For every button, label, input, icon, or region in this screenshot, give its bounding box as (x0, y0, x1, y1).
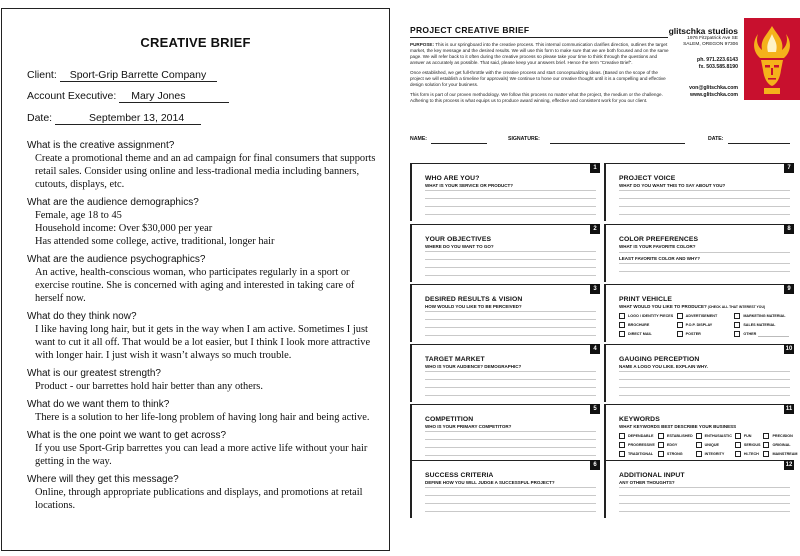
answer-line[interactable] (619, 503, 790, 511)
box-question: WHAT IS YOUR SERVICE OR PRODUCT? (425, 183, 514, 188)
answer-line[interactable] (619, 379, 790, 387)
answer-line[interactable] (425, 275, 596, 283)
form-box (604, 344, 794, 402)
checkbox[interactable] (619, 433, 625, 439)
answer-line[interactable] (425, 379, 596, 387)
checkbox-option[interactable] (619, 321, 674, 328)
box-title: TARGET MARKET (425, 356, 485, 363)
checkbox[interactable] (619, 451, 625, 457)
box-number: 9 (784, 284, 794, 294)
form-box (604, 224, 794, 282)
answer-line[interactable] (425, 319, 596, 327)
question: What do they think now? (27, 311, 137, 322)
box-number: 7 (784, 163, 794, 173)
box-title: ADDITIONAL INPUT (619, 472, 685, 479)
form-box (604, 404, 798, 462)
checkbox-label: PROGRESSIVE (628, 442, 655, 447)
box-question: WHAT KEYWORDS BEST DESCRIBE YOUR BUSINESS (619, 424, 737, 429)
box-number: 3 (590, 284, 600, 294)
account-executive-field (27, 90, 229, 103)
answer (27, 442, 382, 468)
answer-line[interactable] (619, 271, 790, 279)
answer-line: Create a promotional theme and an ad campaign for final consumers that supports retail sales. Consider using online and less-tradional media including banners, cutouts, displays, etc. (35, 153, 376, 190)
checkbox-option[interactable] (619, 330, 674, 337)
checkbox-option[interactable] (734, 321, 789, 328)
answer-line: There is a solution to her life-long problem of having long hair and being active. (35, 412, 370, 423)
answer-line[interactable] (425, 371, 596, 379)
question: What is the one point we want to get across? (27, 430, 226, 441)
answer-line[interactable] (619, 511, 790, 519)
box-title: DESIRED RESULTS & VISION (425, 296, 523, 303)
answer-lines[interactable] (425, 487, 596, 519)
signature-label: SIGNATURE: (508, 136, 540, 142)
purpose-label: PURPOSE: (410, 42, 434, 47)
answer-line: I like having long hair, but it gets in the way when I am active. Sometimes I just want to cut it all off. That would be a lot easier, but I think I look more attractive with longer hair. I just wish it wasn’t always so much trouble. (35, 324, 371, 361)
answer-line[interactable] (619, 198, 790, 206)
checkbox-label: ENTHUSIASTIC (704, 433, 732, 438)
checkbox-label: FUN (743, 433, 752, 438)
checkbox-label: P.O.P. DISPLAY (685, 322, 713, 327)
checkbox-label: UNIQUE (704, 442, 719, 447)
date-value: September 13, 2014 (55, 112, 201, 125)
purpose-text: This is our springboard into the creative process. This internal communication clarifies direction, outlines the target market, the key message and the desired results. We will use this form to make sure that we are both focused and on the same page. We will refer back to it often during the creative process so please take your time to think through the questions and answer as accurately as possible. That said, please keep your answers brief. Hence the term "Creative Brief". (410, 42, 669, 65)
intro-text (410, 42, 672, 108)
form-box (604, 163, 794, 221)
checkbox-label: INTEGRITY (704, 451, 725, 456)
methodology-paragraph: This form is part of our proven methodology. We follow this process no matter what the project, the medium or the challenge. Adhering to this process is what equips us to produce award winning, effective and consistent work for you our client. (410, 92, 663, 103)
checkbox-label: OTHER (743, 331, 757, 336)
answer (27, 266, 382, 305)
checkbox-option[interactable] (734, 330, 789, 337)
checkbox-option[interactable] (658, 450, 693, 457)
account-executive-value: Mary Jones (119, 90, 229, 103)
answer-line[interactable] (425, 395, 596, 403)
process-paragraph: Once established, we get full-throttle with the creative process and start conceptualizing ideas. (Based on the scope of the project we will establish a timeline for approvals) We continue to hone our creative thought until it is a compelling and effective design solution for your business. (410, 70, 666, 87)
checkbox-label: MAINSTREAM (772, 451, 798, 456)
checkbox-label: ORIGINAL (772, 442, 791, 447)
other-input[interactable] (758, 331, 789, 337)
date-input[interactable] (728, 143, 790, 144)
box-number: 1 (590, 163, 600, 173)
box-question: WHAT WOULD YOU LIKE TO PRODUCE? (CHECK ALL THAT INTEREST YOU) (619, 304, 766, 309)
checkbox-label: ADVERTISEMENT (685, 313, 718, 318)
checkbox-option[interactable] (735, 441, 761, 448)
company-phone: ph. 971.223.6143 (697, 57, 738, 63)
checkbox-option[interactable] (734, 312, 789, 319)
checkbox[interactable] (619, 442, 625, 448)
checkbox[interactable] (658, 442, 664, 448)
answer-line[interactable] (425, 447, 596, 455)
checkbox[interactable] (734, 322, 740, 328)
answer-lines[interactable] (619, 190, 790, 222)
checkbox-option[interactable] (763, 432, 797, 439)
answer-line[interactable] (425, 503, 596, 511)
box-question: WHO IS YOUR AUDIENCE? DEMOGRAPHIC? (425, 364, 522, 369)
answer-line[interactable] (619, 395, 790, 403)
form-title: PROJECT CREATIVE BRIEF (410, 25, 530, 35)
company-fax: fx. 503.585.8190 (698, 64, 738, 70)
checkbox-option[interactable] (696, 450, 732, 457)
checkbox-label: ESTABLISHED (666, 433, 693, 438)
checkbox-option[interactable] (696, 441, 732, 448)
box-question: WHAT DO YOU WANT THIS TO SAY ABOUT YOU? (619, 183, 726, 188)
checkbox-label: POSTER (685, 331, 701, 336)
answer-line[interactable] (425, 327, 596, 335)
checkbox[interactable] (735, 433, 741, 439)
checkbox-option[interactable] (677, 321, 732, 328)
date-field (27, 112, 201, 125)
question: What are the audience psychographics? (27, 254, 206, 265)
checkbox-option[interactable] (735, 432, 761, 439)
checkbox-grid (619, 432, 798, 457)
signature-row (410, 134, 790, 146)
answer-lines[interactable] (425, 190, 596, 222)
client-value: Sport-Grip Barrette Company (60, 69, 217, 82)
checkbox-option[interactable] (677, 312, 732, 319)
checkbox-label: SALES MATERIAL (743, 322, 776, 327)
checkbox[interactable] (677, 331, 683, 337)
box-number: 2 (590, 224, 600, 234)
checkbox-label: HI-TECH (743, 451, 759, 456)
box-question: ANY OTHER THOUGHTS? (619, 480, 675, 485)
box-title: COLOR PREFERENCES (619, 236, 699, 243)
company-address-2: SALEM, OREGON 97306 (683, 42, 738, 47)
company-block (669, 26, 738, 99)
checkbox[interactable] (619, 313, 625, 319)
answer-lines[interactable] (619, 263, 790, 279)
answer-line[interactable] (425, 206, 596, 214)
box-title: PROJECT VOICE (619, 175, 676, 182)
box-number: 11 (785, 406, 793, 412)
checkbox-option[interactable] (619, 450, 655, 457)
name-input[interactable] (431, 143, 487, 144)
purpose-paragraph (410, 42, 672, 66)
answer (27, 411, 382, 424)
answer-line[interactable] (425, 487, 596, 495)
answer-line[interactable] (619, 206, 790, 214)
checkbox-option[interactable] (619, 432, 655, 439)
answer-line: If you use Sport-Grip barrettes you can lead a more active life without your hair getting in the way. (35, 443, 368, 467)
checkbox-label: EDGY (666, 442, 678, 447)
company-email: von@glitschka.com (689, 85, 738, 91)
checkbox-option[interactable] (696, 432, 732, 439)
answer-lines[interactable] (619, 371, 790, 403)
answer-line[interactable] (425, 495, 596, 503)
question: What do we want them to think? (27, 399, 170, 410)
checkbox[interactable] (763, 442, 769, 448)
answer (27, 486, 382, 512)
checkbox-option[interactable] (658, 432, 693, 439)
question: What is the creative assignment? (27, 140, 175, 151)
checkbox[interactable] (677, 313, 683, 319)
box-question: WHERE DO YOU WANT TO GO? (425, 244, 494, 249)
answer-line[interactable] (425, 387, 596, 395)
answer (27, 152, 382, 191)
answer-line: An active, health-conscious woman, who participates regularly in a sport or exercise routine. She is concerned with aging and interested in taking care of herself now. (35, 267, 355, 304)
checkbox-label: TRADITIONAL (628, 451, 653, 456)
checkbox-label: MARKETING MATERIAL (743, 313, 786, 318)
question: What are the audience demographics? (27, 197, 199, 208)
company-name: glitschka studios (668, 26, 738, 36)
answer-line[interactable] (425, 335, 596, 343)
box-question: WHO IS YOUR PRIMARY COMPETITOR? (425, 424, 512, 429)
answer-lines[interactable] (619, 487, 790, 519)
checkbox[interactable] (677, 322, 683, 328)
answer-line: Product - our barrettes hold hair better than any others. (35, 381, 263, 392)
answer-lines[interactable] (425, 251, 596, 283)
checkbox-label: DEPENDABLE (628, 433, 654, 438)
answer-line[interactable] (619, 263, 790, 271)
box-title: SUCCESS CRITERIA (425, 472, 494, 479)
form-box (604, 460, 794, 518)
checkbox-label: BROCHURE (628, 322, 650, 327)
question: What is our greatest strength? (27, 368, 161, 379)
checkbox[interactable] (696, 451, 702, 457)
answer-line: Has attended some college, active, traditional, longer hair (35, 236, 275, 247)
page-title: CREATIVE BRIEF (140, 35, 251, 50)
form-box (410, 344, 600, 402)
box-question: WHAT IS YOUR FAVORITE COLOR? (619, 244, 696, 249)
account-executive-label: Account Executive: (27, 90, 117, 102)
answer (27, 380, 382, 393)
answer-line[interactable] (619, 387, 790, 395)
answer-line: Online, through appropriate publications and displays, and promotions at retail locations. (35, 487, 363, 511)
answer (27, 209, 382, 248)
box-title: KEYWORDS (619, 416, 660, 423)
checkbox-option[interactable] (763, 450, 797, 457)
checkbox[interactable] (619, 331, 625, 337)
answer-line[interactable] (619, 190, 790, 198)
box-title: WHO ARE YOU? (425, 175, 480, 182)
creative-brief-page (1, 8, 390, 551)
checkbox-grid (619, 312, 789, 337)
box-number: 5 (590, 404, 600, 414)
answer-line[interactable] (619, 214, 790, 222)
project-creative-brief-form (400, 0, 800, 556)
answer-line[interactable] (425, 431, 596, 439)
box-title: COMPETITION (425, 416, 474, 423)
box-question: DEFINE HOW YOU WILL JUDGE A SUCCESSFUL PROJECT? (425, 480, 555, 485)
checkbox-option[interactable] (735, 450, 761, 457)
signature-input[interactable] (550, 143, 685, 144)
client-field (27, 69, 217, 82)
box-question-note: (CHECK ALL THAT INTEREST YOU) (706, 305, 766, 309)
checkbox-label: DIRECT MAIL (628, 331, 652, 336)
question-list (27, 139, 382, 517)
answer-line[interactable] (425, 511, 596, 519)
checkbox-label: LOGO / IDENTITY PIECES (628, 313, 674, 318)
answer-lines[interactable] (425, 311, 596, 343)
box-title: PRINT VEHICLE (619, 296, 673, 303)
checkbox-option[interactable] (763, 441, 797, 448)
answer-line[interactable] (619, 487, 790, 495)
form-box (410, 404, 600, 462)
answer-line[interactable] (619, 371, 790, 379)
answer-line: Female, age 18 to 45 (35, 210, 122, 221)
box-question: NAME A LOGO YOU LIKE. EXPLAIN WHY. (619, 364, 708, 369)
box-title: GAUGING PERCEPTION (619, 356, 700, 363)
box-number: 4 (590, 344, 600, 354)
checkbox[interactable] (735, 451, 741, 457)
client-label: Client: (27, 69, 57, 81)
form-box (410, 460, 600, 518)
box-question: HOW WOULD YOU LIKE TO BE PERCEIVED? (425, 304, 522, 309)
box-number: 12 (785, 462, 793, 468)
checkbox-option[interactable] (619, 441, 655, 448)
checkbox[interactable] (658, 451, 664, 457)
checkbox[interactable] (763, 451, 769, 457)
checkbox-option[interactable] (658, 441, 693, 448)
checkbox[interactable] (619, 322, 625, 328)
answer-line[interactable] (425, 190, 596, 198)
company-website: www.glitschka.com (690, 92, 738, 98)
answer-line[interactable] (619, 495, 790, 503)
answer-line[interactable] (425, 259, 596, 267)
form-box (604, 284, 794, 342)
answer-line[interactable] (425, 439, 596, 447)
date-label: DATE: (708, 136, 724, 142)
box-title: YOUR OBJECTIVES (425, 236, 492, 243)
answer-line: Household income: Over $30,000 per year (35, 223, 213, 234)
checkbox[interactable] (735, 442, 741, 448)
name-label: NAME: (410, 136, 428, 142)
title-rule (410, 37, 668, 38)
answer-line[interactable] (425, 198, 596, 206)
box-number: 10 (785, 346, 793, 352)
answer-line[interactable] (425, 311, 596, 319)
question: Where will they get this message? (27, 474, 179, 485)
checkbox-label: STRONG (666, 451, 683, 456)
answer-lines[interactable] (425, 431, 596, 463)
box-number: 6 (590, 460, 600, 470)
checkbox-option[interactable] (677, 330, 732, 337)
answer-line[interactable] (425, 251, 596, 259)
date-label: Date: (27, 112, 53, 124)
checkbox[interactable] (696, 442, 702, 448)
answer (27, 323, 382, 362)
box-number: 8 (784, 224, 794, 234)
checkbox[interactable] (734, 313, 740, 319)
box-question-2: LEAST FAVORITE COLOR AND WHY? (619, 256, 700, 261)
checkbox-option[interactable] (619, 312, 674, 319)
company-address-1: 1976 Fitzpatrick Ave SE (687, 36, 738, 41)
answer-line[interactable] (425, 214, 596, 222)
form-box (410, 163, 600, 221)
form-box (410, 224, 600, 282)
form-box (410, 284, 600, 342)
checkbox-label: SERIOUS (743, 442, 761, 447)
flame-logo-icon (744, 18, 800, 100)
checkbox[interactable] (734, 331, 740, 337)
checkbox[interactable] (658, 433, 664, 439)
answer-lines[interactable] (425, 371, 596, 403)
answer-line[interactable] (425, 267, 596, 275)
checkbox-label: PRECISION (772, 433, 793, 438)
checkbox[interactable] (696, 433, 702, 439)
checkbox[interactable] (763, 433, 769, 439)
